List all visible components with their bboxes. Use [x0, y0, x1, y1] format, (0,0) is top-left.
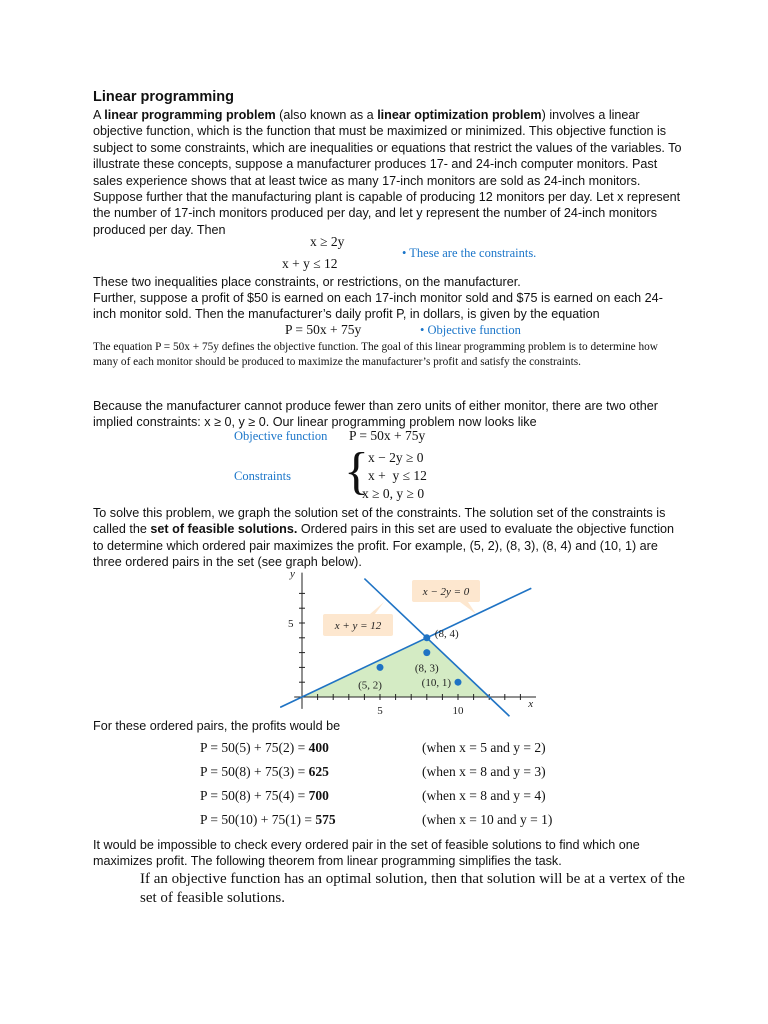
feasible-region [302, 638, 489, 697]
callout-pointer [460, 602, 476, 614]
profit-equation: P = 50(10) + 75(1) = [200, 812, 316, 827]
paragraph [93, 505, 683, 571]
paragraph: Because the manufacturer cannot produce fewer than zero units of either monitor, there are two other implied constraints: x ≥ 0, y ≥ 0. Our linear programming problem now looks like [93, 399, 658, 430]
text: (also known as a [275, 108, 378, 122]
profit-condition: (when x = 8 and y = 4) [422, 788, 546, 803]
profit-equation: P = 50(5) + 75(2) = [200, 740, 309, 755]
x-tick-label: 10 [452, 705, 464, 717]
text: A [93, 108, 105, 122]
intro-paragraph [93, 107, 683, 238]
system-constraints-label: Constraints [234, 469, 291, 483]
callout-pointer [370, 602, 384, 614]
text: Ordered pairs in this set are used to evaluate the objective function to determine which ordered pair maximizes the profit. For example, (5, 2), (8, 3), (8, 4) and (10, 1) are three ordered pairs in the set (see graph below). [93, 522, 675, 570]
point-label: (8, 4) [434, 627, 459, 640]
system-objective-label: Objective function [234, 429, 328, 443]
term: linear programming problem [104, 108, 276, 122]
y-axis-label: y [290, 572, 295, 581]
point-label: (5, 2) [358, 679, 382, 692]
data-point [455, 679, 462, 686]
profit-value: 625 [308, 764, 329, 779]
text: To solve this problem, we graph the solution set of the constraints. The solution set of the constraints is called the [93, 506, 666, 537]
section-title: Linear programming [93, 89, 234, 105]
paragraph: The equation P = 50x + 75y defines the objective function. The goal of this linear programming problem is to determine how many of each monitor should be produced to maximize the manufacturer’s profit and satisfy the constraints. [93, 341, 658, 368]
paragraph: It would be impossible to check every ordered pair in the set of feasible solutions to find which one maximizes profit. The following theorem from linear programming simplifies the task. [93, 838, 640, 869]
text: ) involves a linear objective function, which is the function that must be maximized or minimized. This objective function is subject to some constraints, which are inequalities or equations that restrict the values of the variables. To illustrate these concepts, suppose a manufacturer produces 17- and 24-inch computer monitors. Past sales experience shows that at least twice as many 17-inch monitors are sold as 24-inch monitors. Suppose further that the manufacturing plant is capable of producing 12 monitors per day. Let x represent the number of 17-inch monitors produced per day, and let y represent the number of 24-inch monitors produced per day. Then [93, 108, 682, 237]
data-point [377, 664, 384, 671]
objective-note: • Objective function [420, 323, 521, 337]
brace-symbol: { [344, 443, 369, 500]
profit-value: 400 [308, 740, 329, 755]
x-tick-label: 5 [377, 705, 383, 717]
profit-value: 575 [315, 812, 336, 827]
paragraph: These two inequalities place constraints, or restrictions, on the manufacturer. [93, 275, 521, 289]
constraint-2: x + y ≤ 12 [282, 256, 338, 271]
profit-condition: (when x = 8 and y = 3) [422, 764, 546, 779]
system-constraint-2: x + y ≤ 12 [368, 468, 427, 483]
system-objective-eq: P = 50x + 75y [349, 428, 426, 443]
line-label: x + y = 12 [334, 620, 382, 632]
theorem: If an objective function has an optimal solution, then that solution will be at a vertex of the set of feasible solutions. [140, 871, 685, 906]
profit-equation: P = 50(8) + 75(3) = [200, 764, 309, 779]
profit-row [200, 812, 553, 828]
profit-row [200, 740, 546, 756]
point-label: (10, 1) [421, 677, 451, 690]
profit-row [200, 788, 546, 804]
objective-equation: P = 50x + 75y [285, 322, 362, 337]
line-label: x − 2y = 0 [422, 586, 470, 598]
system-constraint-3: x ≥ 0, y ≥ 0 [362, 486, 425, 501]
paragraph: Further, suppose a profit of $50 is earned on each 17-inch monitor sold and $75 is earned on each 24-inch monitor sold. Then the manufacturer’s daily profit P, in dollars, is given by the equation [93, 291, 663, 322]
data-point [423, 649, 430, 656]
data-point [423, 634, 430, 641]
x-axis-label: x [528, 698, 534, 710]
term: linear optimization problem [377, 108, 542, 122]
profit-condition: (when x = 5 and y = 2) [422, 740, 546, 755]
feasible-region-graph [280, 572, 545, 720]
profit-row [200, 764, 546, 780]
system-constraint-1: x − 2y ≥ 0 [368, 450, 424, 465]
point-label: (8, 3) [414, 662, 439, 675]
constraints-note: • These are the constraints. [402, 246, 537, 260]
y-tick-label: 5 [288, 618, 294, 630]
profit-condition: (when x = 10 and y = 1) [422, 812, 553, 827]
constraint-1: x ≥ 2y [310, 234, 345, 249]
paragraph: For these ordered pairs, the profits would be [93, 719, 341, 733]
term: set of feasible solutions. [150, 522, 298, 537]
profit-value: 700 [308, 788, 329, 803]
profit-equation: P = 50(8) + 75(4) = [200, 788, 309, 803]
